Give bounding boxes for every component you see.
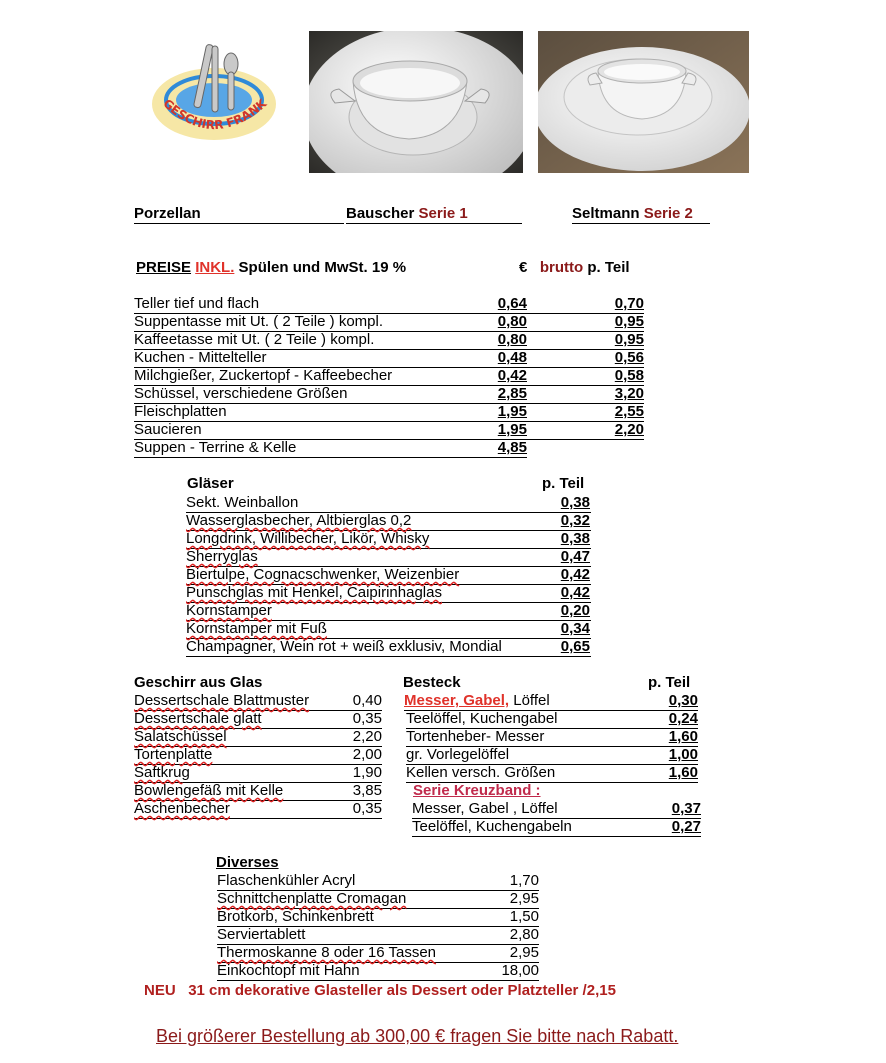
besteck-first-rest: Löffel [513,692,550,709]
cutlery-icon [193,44,238,112]
porzellan-row [134,421,644,440]
kreuzband-title: Serie Kreuzband : [413,782,541,799]
diverses-price: 2,95 [509,890,539,907]
diverses-row [217,962,539,981]
item-name: Longdrink, Willibecher, Likör, Whisky [186,530,430,547]
item-name: Flaschenkühler Acryl [217,872,356,889]
diverses-price: 18,00 [501,962,539,979]
price-bauscher: 2,85 [497,385,527,402]
diverses-row [217,890,539,909]
glaeser-unit: p. Teil [542,475,585,492]
glas-row [186,512,591,531]
price-bauscher: 0,80 [497,313,527,330]
price-note-per-piece: p. Teil [587,259,630,276]
price-bauscher: 4,85 [497,439,527,456]
price-note-brutto: brutto [539,259,584,276]
glas-price: 0,38 [560,530,590,547]
glas-row [186,494,591,513]
geschirr-glas-row [134,782,382,801]
price-bauscher: 0,48 [497,349,527,366]
neu-label: NEU [144,982,176,999]
price-note-preise: PREISE [136,259,192,276]
item-name: Bowlengefäß mit Kelle [134,782,284,799]
glas-price: 0,42 [560,584,590,601]
glas-row [186,638,591,657]
porzellan-row [134,385,644,404]
item-name: Saftkrug [134,764,190,781]
price-bauscher: 0,80 [497,331,527,348]
item-name: Kellen versch. Größen [406,764,556,781]
item-name: Kornstamper [186,602,272,619]
item-name: Suppentasse mit Ut. ( 2 Teile ) kompl. [134,313,383,330]
header-seltmann: Seltmann [572,205,640,222]
diverses-price: 1,70 [509,872,539,889]
glas-price: 0,42 [560,566,590,583]
diverses-price: 1,50 [509,908,539,925]
glas-row [186,530,591,549]
besteck-row [406,764,698,783]
geschirr-glas-price: 2,00 [352,746,382,763]
diverses-price: 2,80 [509,926,539,943]
glas-price: 0,65 [560,638,590,655]
item-name: Teelöffel, Kuchengabel [406,710,558,727]
glas-price: 0,34 [560,620,590,637]
item-name: Wasserglasbecher, Altbierglas 0,2 [186,512,412,529]
cup-photo-bauscher [309,31,523,173]
item-name: Thermoskanne 8 oder 16 Tassen [217,944,437,961]
item-name: Messer, Gabel , Löffel [412,800,558,817]
kreuzband-row [412,818,701,837]
geschirr-glas-price: 0,35 [352,710,382,727]
price-bauscher: 0,64 [497,295,527,312]
kreuzband-price: 0,27 [671,818,701,835]
item-name: Tortenplatte [134,746,213,763]
neu-text: 31 cm dekorative Glasteller als Dessert oder Platzteller /2,15 [188,982,616,999]
diverses-row [217,908,539,927]
glas-price: 0,47 [560,548,590,565]
item-name: Teller tief und flach [134,295,260,312]
kreuzband-price: 0,37 [671,800,701,817]
geschirr-glas-price: 0,40 [352,692,382,709]
price-seltmann: 0,70 [614,295,644,312]
besteck-title: Besteck [403,674,461,691]
item-name: Aschenbecher [134,800,230,817]
item-name: Teelöffel, Kuchengabeln [412,818,572,835]
diverses-title: Diverses [216,854,279,871]
diverses-price: 2,95 [509,944,539,961]
header-bauscher: Bauscher [346,205,415,222]
price-seltmann: 2,20 [614,421,644,438]
geschirr-glas-price: 0,35 [352,800,382,817]
porzellan-row [134,403,644,422]
item-name: Kornstamper mit Fuß [186,620,327,637]
glas-price: 0,20 [560,602,590,619]
glas-row [186,620,591,639]
geschirr-glas-title: Geschirr aus Glas [134,674,263,691]
item-name: Salatschüssel [134,728,227,745]
item-name: Kaffeetasse mit Ut. ( 2 Teile ) kompl. [134,331,375,348]
logo-graphic [148,38,278,143]
item-name: Suppen - Terrine & Kelle [134,439,297,456]
item-name: Serviertablett [217,926,306,943]
besteck-row [406,710,698,729]
item-name: Milchgießer, Zuckertopf - Kaffeebecher [134,367,393,384]
glas-row [186,548,591,567]
item-name: Kuchen - Mittelteller [134,349,267,366]
porzellan-row [134,367,644,386]
porzellan-row [134,295,644,314]
logo [148,38,278,143]
item-name: Schnittchenplatte Cromagan [217,890,407,907]
besteck-first-red: Messer, Gabel, [404,692,510,709]
price-seltmann: 0,95 [614,313,644,330]
euro-symbol: € [519,259,528,276]
geschirr-glas-price: 2,20 [352,728,382,745]
item-name: Biertulpe, Cognacschwenker, Weizenbier [186,566,460,583]
item-name: Dessertschale glatt [134,710,262,727]
item-name: Schüssel, verschiedene Größen [134,385,348,402]
header-serie-1: Serie 1 [418,205,468,222]
item-name: Sherryglas [186,548,258,565]
item-name: Tortenheber- Messer [406,728,545,745]
porzellan-row [134,313,644,332]
price-seltmann: 0,56 [614,349,644,366]
logo-text: GESCHIRR FRANK [160,96,270,133]
glas-row [186,584,591,603]
besteck-price: 1,60 [668,764,698,781]
item-name: Fleischplatten [134,403,227,420]
glas-price: 0,32 [560,512,590,529]
item-name: Sekt. Weinballon [186,494,299,511]
porzellan-row [134,439,527,458]
price-seltmann: 0,95 [614,331,644,348]
glas-row [186,566,591,585]
besteck-row [406,746,698,765]
besteck-price: 0,24 [668,710,698,727]
item-name: Champagner, Wein rot + weiß exklusiv, Mondial [186,638,502,655]
geschirr-glas-row [134,692,382,711]
besteck-row-first [404,692,698,711]
item-name: Dessertschale Blattmuster [134,692,310,709]
geschirr-glas-row [134,746,382,765]
price-note-inkl: INKL. [195,259,235,276]
header-serie-2: Serie 2 [643,205,693,222]
price-note-text: Spülen und MwSt. 19 % [238,259,407,276]
geschirr-glas-row [134,710,382,729]
geschirr-glas-price: 3,85 [352,782,382,799]
besteck-row [406,728,698,747]
price-seltmann: 0,58 [614,367,644,384]
price-seltmann: 2,55 [614,403,644,420]
header-porzellan: Porzellan [134,205,201,222]
porzellan-row [134,349,644,368]
glas-row [186,602,591,621]
diverses-row [217,944,539,963]
besteck-price: 1,00 [668,746,698,763]
rabatt-footer: Bei größerer Bestellung ab 300,00 € fragen Sie bitte nach Rabatt. [156,1026,679,1046]
item-name: Punschglas mit Henkel, Caipirinhaglas [186,584,442,601]
geschirr-glas-row [134,800,382,819]
cup-photo-seltmann [538,31,749,173]
besteck-price: 1,60 [668,728,698,745]
diverses-row [217,872,539,891]
price-bauscher: 1,95 [497,403,527,420]
price-bauscher: 0,42 [497,367,527,384]
diverses-row [217,926,539,945]
item-name: gr. Vorlegelöffel [406,746,510,763]
price-seltmann: 3,20 [614,385,644,402]
geschirr-glas-price: 1,90 [352,764,382,781]
item-name: Brotkorb, Schinkenbrett [217,908,374,925]
porzellan-row [134,331,644,350]
geschirr-glas-row [134,728,382,747]
item-name: Einkochtopf mit Hahn [217,962,360,979]
item-name: Saucieren [134,421,202,438]
glas-price: 0,38 [560,494,590,511]
price-bauscher: 1,95 [497,421,527,438]
glaeser-title: Gläser [187,475,234,492]
geschirr-glas-row [134,764,382,783]
besteck-first-price: 0,30 [668,692,698,709]
besteck-unit: p. Teil [648,674,691,691]
kreuzband-row [412,800,701,819]
